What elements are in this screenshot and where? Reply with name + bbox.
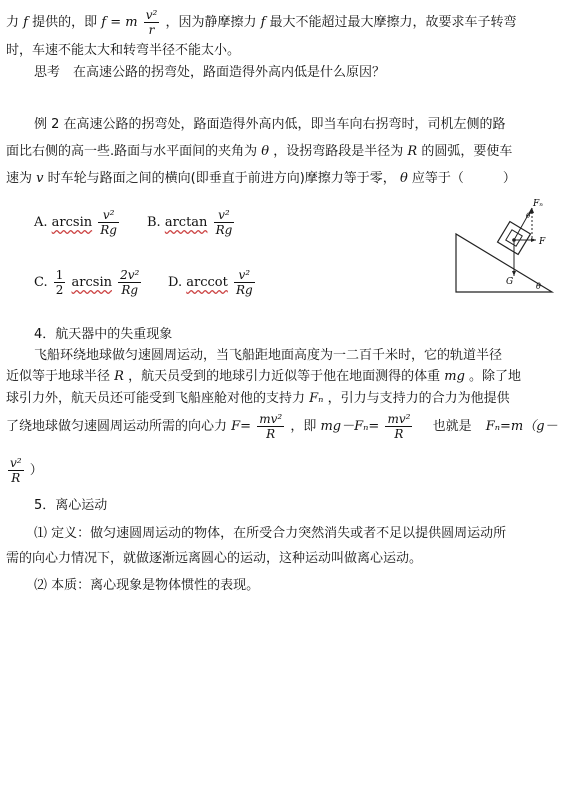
text: 面比右侧的高一些.路面与水平面间的夹角为 xyxy=(6,144,258,159)
text: 应等于（ ） xyxy=(411,171,516,186)
option-label: B. xyxy=(147,215,161,230)
frac-num: v² xyxy=(234,268,255,283)
sec4-title: 4．航天器中的失重现象 xyxy=(34,327,173,342)
text: 近似等于地球半径 xyxy=(6,369,111,384)
frac-num: mv² xyxy=(259,412,283,426)
frac-num: v² xyxy=(214,208,235,223)
text: 最大不能超过最大摩擦力，故要求车子转弯 xyxy=(269,15,517,30)
option-a xyxy=(34,208,121,237)
text: 。除了地 xyxy=(469,369,522,384)
text: 时车轮与路面之间的横向(即垂直于前进方向)摩擦力等于零， xyxy=(47,171,396,186)
fraction xyxy=(257,412,284,441)
var-fn: Fₙ xyxy=(309,391,324,406)
text: ，航天员受到的地球引力近似等于他在地面测得的体重 xyxy=(128,369,441,384)
function-name: arcsin xyxy=(71,275,112,290)
option-label: A. xyxy=(34,215,48,230)
frac-den: R xyxy=(11,471,21,485)
option-b xyxy=(147,208,236,237)
sec4-line1: 飞船环绕地球做匀速圆周运动，当飞船距地面高度为一二百千米时，它的轨道半径 xyxy=(34,348,503,363)
fraction xyxy=(8,456,24,485)
var-f: f xyxy=(260,15,266,30)
frac-den: Rg xyxy=(100,223,117,237)
option-label: C. xyxy=(34,275,48,290)
sec5-title: 5．离心运动 xyxy=(34,498,108,513)
frac-den: Rg xyxy=(215,223,233,237)
option-label: D. xyxy=(168,275,183,290)
eq-f: F= xyxy=(231,419,252,434)
incline-force-diagram xyxy=(452,196,558,296)
fraction-v2-r xyxy=(144,8,160,37)
sec4-line5 xyxy=(6,456,43,485)
para1-line2: 时，车速不能太大和转弯半径不能太小。 xyxy=(6,43,241,58)
sec4-line2 xyxy=(6,368,521,386)
eq-lhs: f = m xyxy=(101,15,138,30)
frac-num: v² xyxy=(10,456,22,470)
para1-line1 xyxy=(6,8,517,37)
var-mg: mg xyxy=(444,369,465,384)
function-name: arccot xyxy=(186,275,228,290)
var-v: v xyxy=(36,171,44,186)
sec5-def1: ⑴ 定义：做匀速圆周运动的物体，在所受合力突然消失或者不足以提供圆周运动所 xyxy=(34,526,507,541)
fraction xyxy=(98,208,119,237)
option-d xyxy=(168,268,257,297)
function-name: arctan xyxy=(164,215,208,230)
text: 球引力外，航天员还可能受到飞船座舱对他的支持力 xyxy=(6,391,306,406)
frac-num: 2v² xyxy=(120,268,140,282)
fraction xyxy=(214,208,235,237)
label-g: G xyxy=(506,277,514,287)
frac-num: mv² xyxy=(387,412,411,426)
option-c xyxy=(34,268,143,297)
text: ，即 xyxy=(290,419,317,434)
label-theta-top: θ xyxy=(526,212,531,220)
text: 的圆弧，要使车 xyxy=(421,144,513,159)
sec5-essence: ⑵ 本质：离心现象是物体惯性的表现。 xyxy=(34,578,260,593)
text: 力 xyxy=(6,15,20,30)
frac-den: Rg xyxy=(121,283,139,297)
text: 了绕地球做匀速圆周运动所需的向心力 xyxy=(6,419,228,434)
var-f: f xyxy=(23,15,28,30)
sec4-line4 xyxy=(6,412,558,441)
ex2-line2 xyxy=(6,143,512,161)
frac-den: Rg xyxy=(235,283,253,297)
sec5-def2: 需的向心力情况下，就做逐渐远离圆心的运动，这种运动叫做离心运动。 xyxy=(6,551,423,566)
text: 提供的，即 xyxy=(32,15,98,30)
frac-num: 1 xyxy=(55,268,64,282)
eq-mg-fn: mg－Fₙ= xyxy=(320,419,380,434)
text: 也就是 xyxy=(432,419,472,434)
var-theta: θ xyxy=(261,144,270,159)
arrowhead xyxy=(531,238,536,242)
label-theta-base: θ xyxy=(536,282,541,291)
var-R: R xyxy=(407,144,418,159)
function-name: arcsin xyxy=(51,215,93,230)
think-question: 思考 在高速公路的拐弯处，路面造得外高内低是什么原因？ xyxy=(34,65,386,80)
frac-num: v² xyxy=(145,8,158,22)
text: ，设拐弯路段是半径为 xyxy=(273,144,404,159)
fraction xyxy=(118,268,141,297)
label-f: F xyxy=(539,237,546,247)
text: ，因为静摩擦力 xyxy=(165,15,257,30)
arrowhead xyxy=(512,271,516,276)
frac-den: R xyxy=(266,427,276,441)
center-point xyxy=(512,238,516,242)
frac-den: r xyxy=(148,23,155,37)
fraction xyxy=(234,268,255,297)
var-R: R xyxy=(114,369,124,384)
coefficient xyxy=(54,268,66,297)
text: ） xyxy=(29,463,43,478)
eq-fn: Fₙ=m（g－ xyxy=(485,419,558,434)
sec4-line3 xyxy=(6,390,510,408)
var-theta: θ xyxy=(399,171,408,186)
label-fn: Fₙ xyxy=(533,199,543,209)
ex2-line1: 例 2 在高速公路的拐弯处，路面造得外高内低，即当车向右拐弯时，司机左侧的路 xyxy=(34,117,506,132)
frac-den: R xyxy=(394,427,404,441)
text: 速为 xyxy=(6,171,33,186)
text: ，引力与支持力的合力为他提供 xyxy=(327,391,510,406)
ex2-line3 xyxy=(6,170,516,188)
frac-den: 2 xyxy=(55,283,64,297)
fraction xyxy=(385,412,412,441)
frac-num: v² xyxy=(98,208,119,223)
